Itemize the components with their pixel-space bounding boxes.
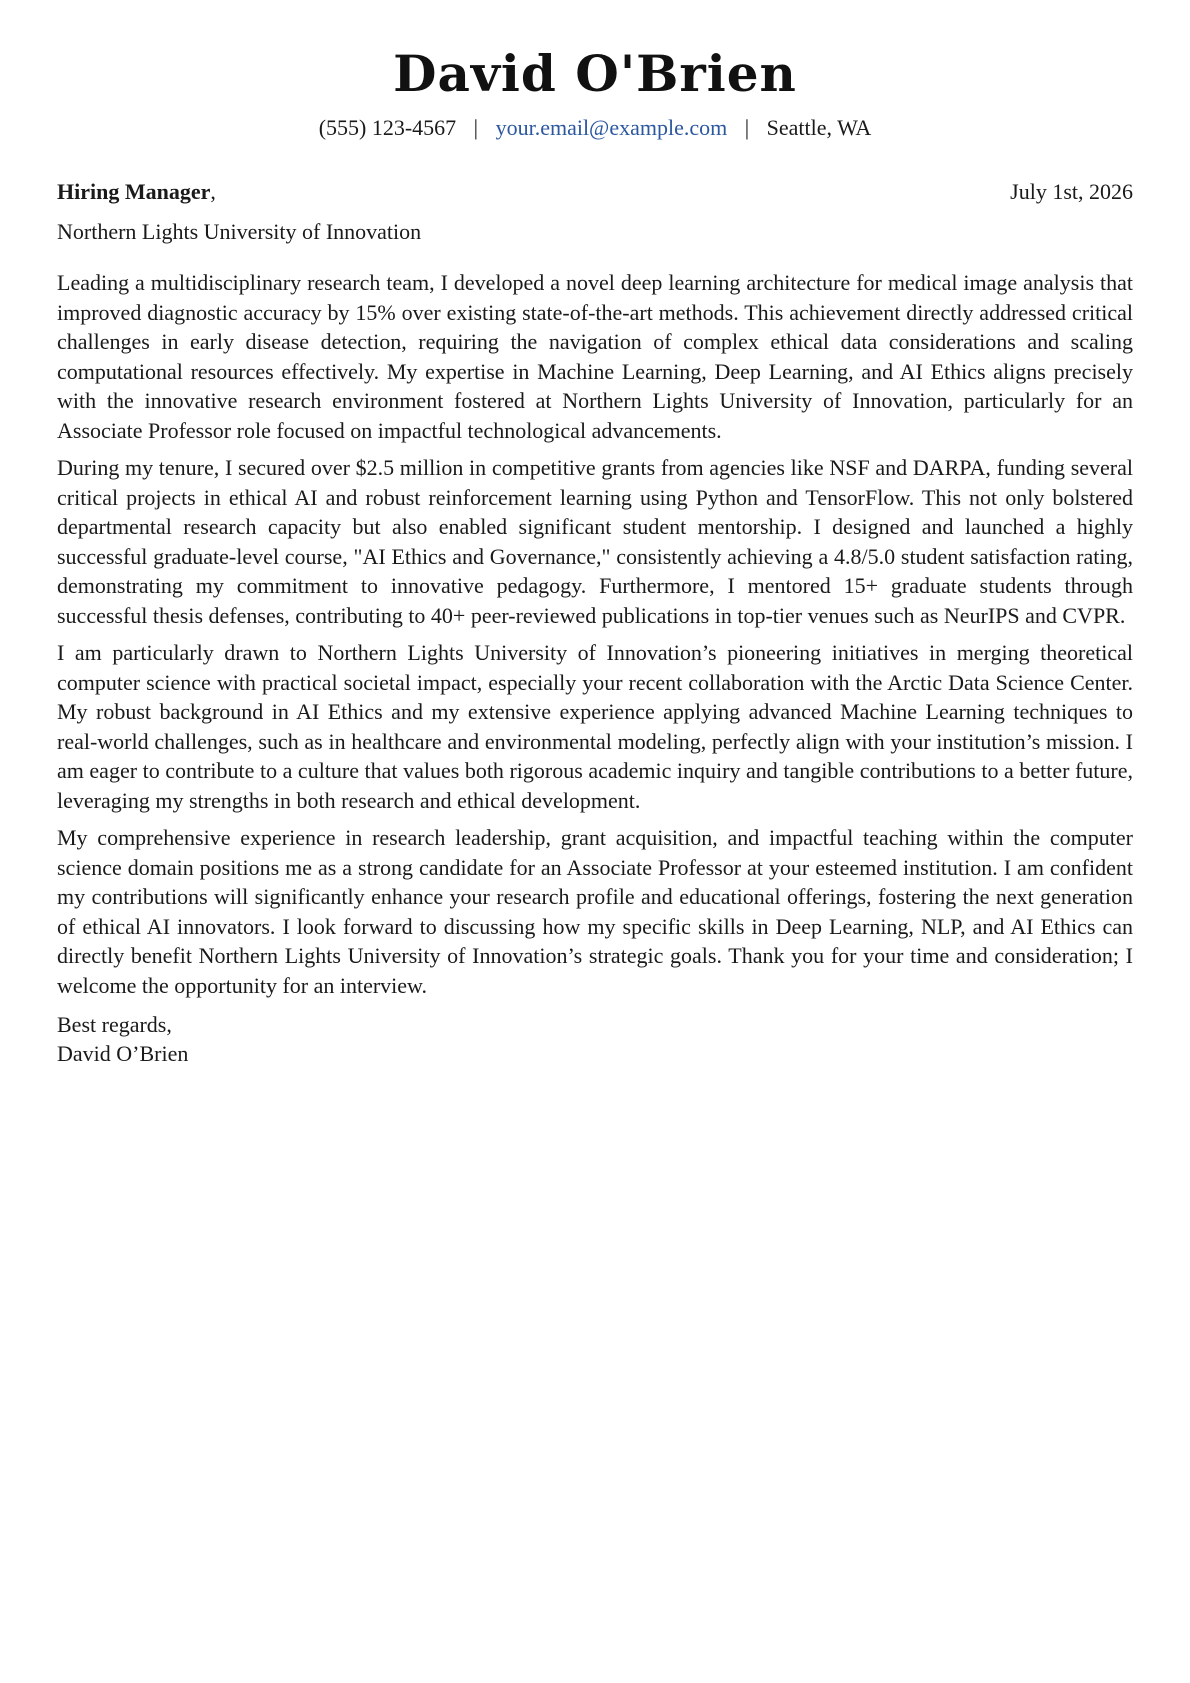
contact-line (57, 114, 1133, 142)
phone-number: (555) 123-4567 (318, 115, 457, 140)
body-paragraph: During my tenure, I secured over $2.5 million in competitive grants from agencies like NSF and DARPA, funding several critical projects in ethical AI and robust reinforcement learning using Python and TensorFlow. This not only bolstered departmental research capacity but also enabled significant student mentorship. I designed and launched a highly successful graduate-level course, "AI Ethics and Governance," consistently achieving a 4.8/5.0 student satisfaction rating, demonstrating my commitment to innovative pedagogy. Furthermore, I mentored 15+ graduate students through successful thesis defenses, contributing to 40+ peer-reviewed publications in top-tier venues such as NeurIPS and CVPR. (57, 455, 1133, 628)
salutation-line (57, 178, 216, 206)
body-paragraph: My comprehensive experience in research leadership, grant acquisition, and impactful teaching within the computer science domain positions me as a strong candidate for an Associate Professor at your esteemed institution. I am confident my contributions will significantly enhance your research profile and educational offerings, fostering the next generation of ethical AI innovators. I look forward to discussing how my specific skills in Deep Learning, NLP, and AI Ethics can directly benefit Northern Lights University of Innovation’s strategic goals. Thank you for your time and consideration; I welcome the opportunity for an interview. (57, 825, 1133, 998)
location: Seattle, WA (766, 115, 872, 140)
body-paragraph: Leading a multidisciplinary research team, I developed a novel deep learning architecture for medical image analysis that improved diagnostic accuracy by 15% over existing state-of-the-art methods. This achievement directly addressed critical challenges in early disease detection, requiring the navigation of complex ethical data considerations and scaling computational resources effectively. My expertise in Machine Learning, Deep Learning, and AI Ethics aligns precisely with the innovative research environment fostered at Northern Lights University of Innovation, particularly for an Associate Professor role focused on impactful technological advancements. (57, 270, 1133, 443)
closing (57, 1010, 1133, 1068)
signature: David O’Brien (57, 1041, 189, 1066)
salutation: Hiring Manager (57, 179, 211, 204)
body-paragraph: I am particularly drawn to Northern Lights University of Innovation’s pioneering initiatives in merging theoretical computer science with practical societal impact, especially your recent collaboration with the Arctic Data Science Center. My robust background in AI Ethics and my extensive experience applying advanced Machine Learning techniques to real-world challenges, such as in healthcare and environmental modeling, perfectly align with your institution’s mission. I am eager to contribute to a culture that values both rigorous academic inquiry and tangible contributions to a better future, leveraging my strengths in both research and ethical development. (57, 640, 1133, 813)
letter-date: July 1st, 2026 (1010, 179, 1133, 204)
cover-letter (57, 0, 1133, 1068)
contact-separator: | (473, 115, 479, 140)
contact-separator: | (744, 115, 750, 140)
applicant-name: David O'Brien (393, 44, 797, 103)
salutation-comma: , (210, 179, 216, 204)
valediction: Best regards, (57, 1012, 172, 1037)
letter-body (57, 268, 1133, 1000)
recipient-organization: Northern Lights University of Innovation (57, 219, 422, 244)
email-link[interactable]: your.email@example.com (495, 115, 728, 140)
recipient-row (57, 178, 1133, 206)
